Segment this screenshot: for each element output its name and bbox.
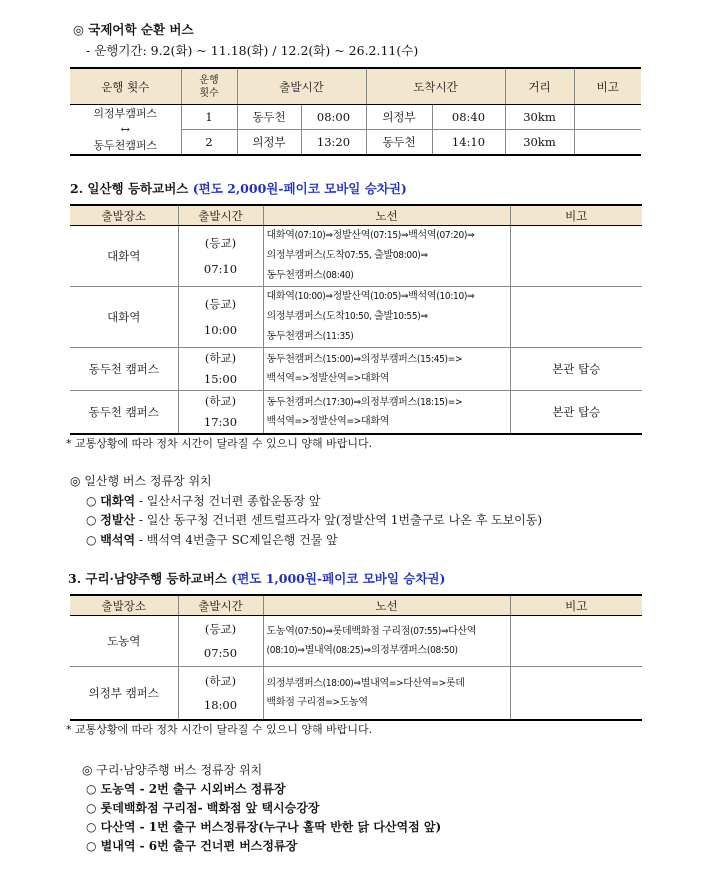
header-run-no: 운행 횟수 bbox=[181, 68, 237, 105]
section3-title-text: 3. 구리·남양주행 등하교버스 bbox=[68, 571, 227, 586]
distance: 30km bbox=[505, 105, 574, 130]
guri-stops-title: ◎ 구리·남양주행 버스 정류장 위치 bbox=[82, 763, 263, 777]
route: 동두천캠퍼스(15:00)⇒의정부캠퍼스(15:45)=> 백석역=>정발산역=>대화역 bbox=[263, 348, 510, 391]
departure-time: 13:20 bbox=[301, 130, 366, 156]
ilsan-stops-title: ◎ 일산행 버스 정류장 위치 bbox=[70, 474, 212, 488]
note bbox=[510, 287, 642, 348]
route: 의정부캠퍼스(18:00)⇒별내역=>다산역=>롯데 백화점 구리점=>도농역 bbox=[263, 667, 510, 720]
section2-title-text: 2. 일산행 등하교버스 bbox=[70, 181, 189, 196]
departure-place: 동두천 캠퍼스 bbox=[70, 348, 178, 391]
departure-time: (등교) 07:50 bbox=[178, 616, 263, 667]
departure-time: 08:00 bbox=[301, 105, 366, 130]
header-run-count: 운행 횟수 bbox=[70, 68, 181, 105]
list-item: ○ 백석역 - 백석역 4번출구 SC제일은행 건물 앞 bbox=[86, 533, 338, 547]
section3-footnote: * 교통상황에 따라 정차 시간이 달라질 수 있으니 양해 바랍니다. bbox=[66, 723, 373, 736]
section3-fare: (편도 1,000원-페이코 모바일 승차권) bbox=[231, 571, 446, 586]
note: 본관 탑승 bbox=[510, 391, 642, 435]
route: 대화역(10:00)⇒정발산역(10:05)⇒백석역(10:10)⇒ 의정부캠퍼스(도착10:50, 출발10:55)⇒ 동두천캠퍼스(11:35) bbox=[263, 287, 510, 348]
section2-title bbox=[70, 179, 407, 197]
note bbox=[574, 130, 641, 156]
departure-place: 도농역 bbox=[70, 616, 178, 667]
route: 동두천캠퍼스(17:30)⇒의정부캠퍼스(18:15)=> 백석역=>정발산역=>대화역 bbox=[263, 391, 510, 435]
stop-name: 백석역 bbox=[100, 533, 136, 547]
stop-desc: - 일산 동구청 건너편 센트럴프라자 앞(정발산역 1번출구로 나온 후 도보이동) bbox=[135, 513, 543, 527]
ilsan-bus-table bbox=[70, 204, 642, 435]
section3-title bbox=[68, 569, 445, 587]
section2-footnote: * 교통상황에 따라 정차 시간이 달라질 수 있으니 양해 바랍니다. bbox=[66, 437, 373, 450]
list-item: ○ 도농역 - 2번 출구 시외버스 정류장 bbox=[86, 782, 286, 796]
section1-title: ◎ 국제어학 순환 버스 bbox=[73, 22, 194, 37]
stop-desc: - 백석역 4번출구 SC제일은행 건물 앞 bbox=[135, 533, 338, 547]
header-route: 노선 bbox=[263, 595, 510, 616]
departure-place: 대화역 bbox=[70, 287, 178, 348]
header-departure-time: 출발시간 bbox=[178, 595, 263, 616]
arrival-time: 08:40 bbox=[432, 105, 505, 130]
table-row bbox=[70, 667, 642, 720]
header-departure-time: 출발시간 bbox=[178, 205, 263, 226]
departure-place: 대화역 bbox=[70, 226, 178, 287]
header-note: 비고 bbox=[510, 595, 642, 616]
departure-place: 동두천 bbox=[237, 105, 301, 130]
arrival-time: 14:10 bbox=[432, 130, 505, 156]
guri-bus-table bbox=[70, 594, 642, 721]
list-item: ○ 롯데백화점 구리점- 백화점 앞 택시승강장 bbox=[86, 801, 320, 815]
list-item: ○ 별내역 - 6번 출구 건너편 버스정류장 bbox=[86, 839, 298, 853]
header-arrival: 도착시간 bbox=[366, 68, 505, 105]
departure-time: (하교) 18:00 bbox=[178, 667, 263, 720]
note bbox=[510, 667, 642, 720]
arrival-place: 의정부 bbox=[366, 105, 432, 130]
table-row bbox=[70, 616, 642, 667]
header-note: 비고 bbox=[510, 205, 642, 226]
section1-period: - 운행기간: 9.2(화) ~ 11.18(화) / 12.2(화) ~ 26.2.11(수) bbox=[86, 43, 419, 58]
arrival-place: 동두천 bbox=[366, 130, 432, 156]
header-departure-place: 출발장소 bbox=[70, 595, 178, 616]
stop-name: 정발산 bbox=[100, 513, 136, 527]
list-item: ○ 대화역 - 일산서구청 건너편 종합운동장 앞 bbox=[86, 494, 321, 508]
header-note: 비고 bbox=[574, 68, 641, 105]
section2-fare: (편도 2,000원-페이코 모바일 승차권) bbox=[192, 181, 407, 196]
header-departure: 출발시간 bbox=[237, 68, 366, 105]
note bbox=[574, 105, 641, 130]
route: 대화역(07:10)⇒정발산역(07:15)⇒백석역(07:20)⇒ 의정부캠퍼스(도착07:55, 출발08:00)⇒ 동두천캠퍼스(08:40) bbox=[263, 226, 510, 287]
table-row bbox=[70, 105, 641, 130]
run-number: 1 bbox=[181, 105, 237, 130]
stop-name: 대화역 bbox=[100, 494, 136, 508]
header-route: 노선 bbox=[263, 205, 510, 226]
route: 도농역(07:50)⇒롯데백화점 구리점(07:55)⇒다산역 (08:10)⇒별내역(08:25)⇒의정부캠퍼스(08:50) bbox=[263, 616, 510, 667]
note bbox=[510, 616, 642, 667]
departure-time: (하교) 15:00 bbox=[178, 348, 263, 391]
departure-time: (하교) 17:30 bbox=[178, 391, 263, 435]
note: 본관 탑승 bbox=[510, 348, 642, 391]
run-number: 2 bbox=[181, 130, 237, 156]
list-item: ○ 정발산 - 일산 동구청 건너편 센트럴프라자 앞(정발산역 1번출구로 나온 후 도보이동) bbox=[86, 513, 543, 527]
table-row bbox=[70, 287, 642, 348]
departure-time: (등교) 07:10 bbox=[178, 226, 263, 287]
circulation-bus-table bbox=[70, 67, 641, 156]
route-label: 의정부캠퍼스 ↔ 동두천캠퍼스 bbox=[70, 105, 181, 156]
note bbox=[510, 226, 642, 287]
distance: 30km bbox=[505, 130, 574, 156]
list-item: ○ 다산역 - 1번 출구 버스정류장(누구나 홀딱 반한 닭 다산역점 앞) bbox=[86, 820, 442, 834]
departure-place: 의정부 bbox=[237, 130, 301, 156]
stop-desc: - 일산서구청 건너편 종합운동장 앞 bbox=[135, 494, 321, 508]
header-distance: 거리 bbox=[505, 68, 574, 105]
table-row bbox=[70, 226, 642, 287]
header-departure-place: 출발장소 bbox=[70, 205, 178, 226]
table-row bbox=[70, 348, 642, 391]
departure-place: 의정부 캠퍼스 bbox=[70, 667, 178, 720]
departure-time: (등교) 10:00 bbox=[178, 287, 263, 348]
table-row bbox=[70, 391, 642, 435]
departure-place: 동두천 캠퍼스 bbox=[70, 391, 178, 435]
